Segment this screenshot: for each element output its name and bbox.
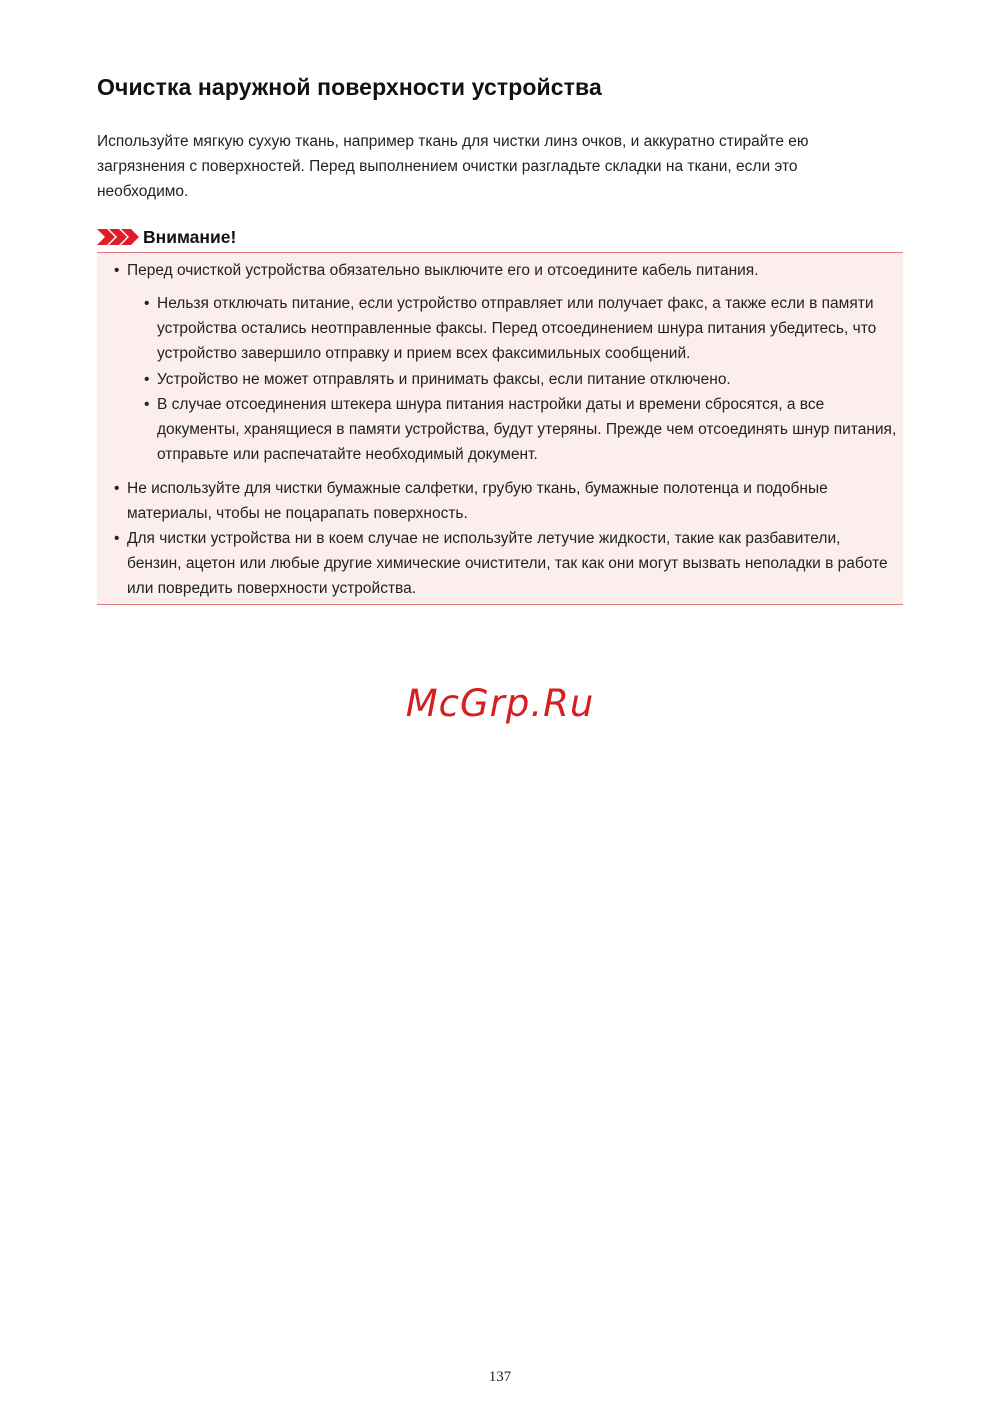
caution-item <box>114 476 897 526</box>
bullet-marker: • <box>114 262 120 279</box>
bullet-marker: • <box>114 530 120 547</box>
watermark: McGrp.Ru <box>405 682 595 725</box>
caution-title: Внимание! <box>143 226 237 247</box>
bullet-marker: • <box>144 371 150 388</box>
caution-subitem <box>144 367 897 392</box>
intro-paragraph: Используйте мягкую сухую ткань, например ткань для чистки линз очков, и аккуратно стирайте ею загрязнения с поверхностей. Перед выполнением очистки разгладьте складки на ткани, если это необходимо. <box>97 133 809 200</box>
bullet-marker: • <box>144 396 150 413</box>
caution-header <box>97 224 236 250</box>
caution-subitem-text: Нельзя отключать питание, если устройство отправляет или получает факс, а также если в памяти устройства остались неотправленные факсы. Перед отсоединением шнура питания убедитесь, что устройство завершило отправку и прием всех факсимильных сообщений. <box>157 295 877 362</box>
caution-arrows-icon <box>97 229 139 245</box>
caution-subitem-text: В случае отсоединения штекера шнура питания настройки даты и времени сбросятся, а все документы, хранящиеся в памяти устройства, будут утеряны. Прежде чем отсоединять шнур питания, отправьте или распечатайте необходимый документ. <box>157 396 897 463</box>
caution-item-text: Не используйте для чистки бумажные салфетки, грубую ткань, бумажные полотенца и подобные материалы, чтобы не поцарапать поверхность. <box>127 480 828 522</box>
caution-subitem-text: Устройство не может отправлять и принимать факсы, если питание отключено. <box>157 371 731 388</box>
caution-subitem <box>144 392 897 467</box>
page-title: Очистка наружной поверхности устройства <box>97 74 602 100</box>
caution-item-text: Для чистки устройства ни в коем случае не используйте летучие жидкости, такие как разбавители, бензин, ацетон или любые другие химические очистители, так как они могут вызвать неполадки в работе или повредить поверхности устройства. <box>127 530 888 597</box>
bullet-marker: • <box>144 295 150 312</box>
bullet-marker: • <box>114 480 120 497</box>
caution-item <box>114 258 897 283</box>
caution-item-text: Перед очисткой устройства обязательно выключите его и отсоедините кабель питания. <box>127 262 759 279</box>
page-number: 137 <box>488 1369 512 1385</box>
caution-item <box>114 526 897 601</box>
caution-box <box>97 252 903 605</box>
caution-subitem <box>144 291 897 366</box>
